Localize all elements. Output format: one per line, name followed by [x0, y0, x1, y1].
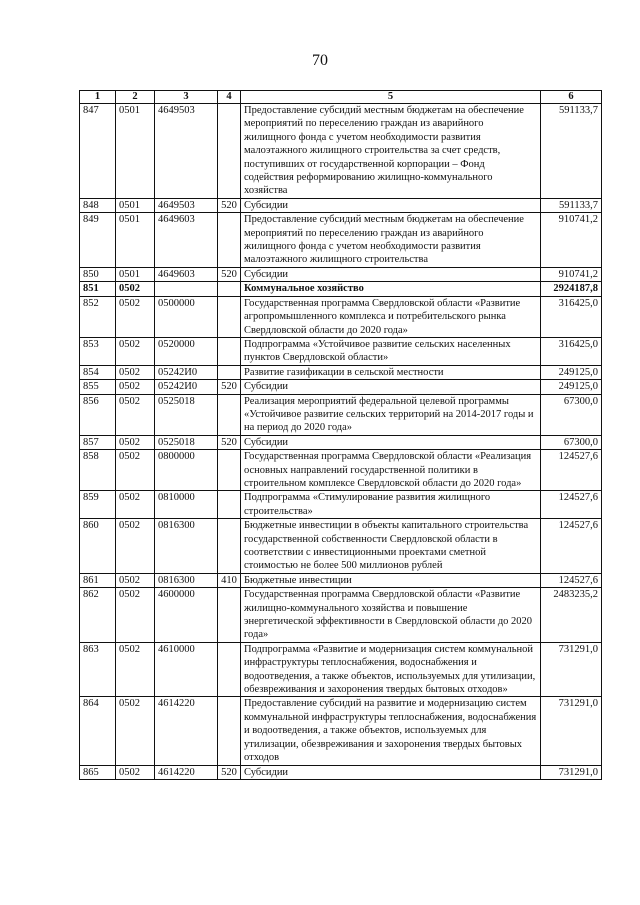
- item-name-cell: Субсидии: [241, 435, 541, 449]
- target-code-cell: 05242И0: [155, 365, 218, 379]
- section-code-cell: 0501: [116, 267, 155, 281]
- item-name-cell: Государственная программа Свердловской области «Реализация основных направлений государственной политики в строительном комплексе Свердловской области до 2020 года»: [241, 450, 541, 491]
- expense-type-cell: [218, 697, 241, 765]
- target-code-cell: 0816300: [155, 573, 218, 587]
- expense-type-cell: [218, 450, 241, 491]
- table-row: [80, 380, 602, 394]
- expense-type-cell: [218, 365, 241, 379]
- item-name-cell: Государственная программа Свердловской области «Развитие агропромышленного комплекса и потребительского рынка Свердловской области до 2020 года»: [241, 296, 541, 337]
- section-code-cell: 0502: [116, 765, 155, 779]
- table-body: [80, 104, 602, 780]
- target-code-cell: 0520000: [155, 337, 218, 365]
- section-code-cell: 0502: [116, 282, 155, 296]
- section-code-cell: 0502: [116, 697, 155, 765]
- item-name-cell: Субсидии: [241, 380, 541, 394]
- amount-cell: 2483235,2: [541, 588, 602, 643]
- expense-type-cell: 520: [218, 198, 241, 212]
- target-code-cell: 0500000: [155, 296, 218, 337]
- amount-cell: 124527,6: [541, 519, 602, 574]
- amount-cell: 591133,7: [541, 198, 602, 212]
- target-code-cell: 0810000: [155, 491, 218, 519]
- row-number-cell: 848: [80, 198, 116, 212]
- row-number-cell: 859: [80, 491, 116, 519]
- expense-type-cell: [218, 213, 241, 268]
- section-code-cell: 0502: [116, 380, 155, 394]
- amount-cell: 316425,0: [541, 296, 602, 337]
- target-code-cell: 0800000: [155, 450, 218, 491]
- table-row: [80, 337, 602, 365]
- table-row: [80, 104, 602, 199]
- row-number-cell: 851: [80, 282, 116, 296]
- table-row: [80, 365, 602, 379]
- target-code-cell: 4600000: [155, 588, 218, 643]
- target-code-cell: 0525018: [155, 435, 218, 449]
- amount-cell: 731291,0: [541, 697, 602, 765]
- target-code-cell: 4649503: [155, 198, 218, 212]
- item-name-cell: Предоставление субсидий местным бюджетам на обеспечение мероприятий по переселению граждан из аварийного жилищного фонда с учетом необходимости развития малоэтажного жилищного строительства: [241, 213, 541, 268]
- header-col-6: 6: [541, 91, 602, 104]
- amount-cell: 124527,6: [541, 491, 602, 519]
- expense-type-cell: 520: [218, 435, 241, 449]
- header-col-2: 2: [116, 91, 155, 104]
- table-row: [80, 213, 602, 268]
- table-row: [80, 394, 602, 435]
- item-name-cell: Субсидии: [241, 765, 541, 779]
- row-number-cell: 849: [80, 213, 116, 268]
- item-name-cell: Бюджетные инвестиции в объекты капитального строительства государственной собственности Свердловской области в соответствии с инвестиционными проектами сметной стоимостью не более 500 миллионов рублей: [241, 519, 541, 574]
- item-name-cell: Государственная программа Свердловской области «Развитие жилищно-коммунального хозяйства и повышение энергетической эффективности в Свердловской области до 2020 года»: [241, 588, 541, 643]
- header-col-5: 5: [241, 91, 541, 104]
- section-code-cell: 0502: [116, 519, 155, 574]
- amount-cell: 67300,0: [541, 394, 602, 435]
- expense-type-cell: [218, 588, 241, 643]
- target-code-cell: 0525018: [155, 394, 218, 435]
- amount-cell: 910741,2: [541, 213, 602, 268]
- target-code-cell: 05242И0: [155, 380, 218, 394]
- table-row: [80, 519, 602, 574]
- expense-type-cell: [218, 296, 241, 337]
- item-name-cell: Подпрограмма «Устойчивое развитие сельских населенных пунктов Свердловской области»: [241, 337, 541, 365]
- amount-cell: 591133,7: [541, 104, 602, 199]
- section-code-cell: 0502: [116, 642, 155, 697]
- row-number-cell: 861: [80, 573, 116, 587]
- section-code-cell: 0502: [116, 435, 155, 449]
- row-number-cell: 858: [80, 450, 116, 491]
- amount-cell: 124527,6: [541, 450, 602, 491]
- header-col-1: 1: [80, 91, 116, 104]
- row-number-cell: 864: [80, 697, 116, 765]
- expense-type-cell: 410: [218, 573, 241, 587]
- header-row: [80, 91, 602, 104]
- item-name-cell: Подпрограмма «Стимулирование развития жилищного строительства»: [241, 491, 541, 519]
- expense-type-cell: 520: [218, 267, 241, 281]
- row-number-cell: 850: [80, 267, 116, 281]
- target-code-cell: 4614220: [155, 697, 218, 765]
- expense-type-cell: 520: [218, 380, 241, 394]
- item-name-cell: Коммунальное хозяйство: [241, 282, 541, 296]
- section-code-cell: 0502: [116, 296, 155, 337]
- amount-cell: 910741,2: [541, 267, 602, 281]
- target-code-cell: 4649603: [155, 213, 218, 268]
- item-name-cell: Субсидии: [241, 198, 541, 212]
- target-code-cell: [155, 282, 218, 296]
- amount-cell: 67300,0: [541, 435, 602, 449]
- item-name-cell: Реализация мероприятий федеральной целевой программы «Устойчивое развитие сельских территорий на 2014-2017 годы и на период до 2020 года»: [241, 394, 541, 435]
- target-code-cell: 4649503: [155, 104, 218, 199]
- expense-type-cell: [218, 282, 241, 296]
- amount-cell: 249125,0: [541, 380, 602, 394]
- amount-cell: 249125,0: [541, 365, 602, 379]
- row-number-cell: 865: [80, 765, 116, 779]
- expense-type-cell: [218, 642, 241, 697]
- row-number-cell: 854: [80, 365, 116, 379]
- table-row: [80, 267, 602, 281]
- row-number-cell: 855: [80, 380, 116, 394]
- table-row: [80, 588, 602, 643]
- amount-cell: 316425,0: [541, 337, 602, 365]
- section-code-cell: 0502: [116, 491, 155, 519]
- item-name-cell: Бюджетные инвестиции: [241, 573, 541, 587]
- target-code-cell: 4649603: [155, 267, 218, 281]
- section-code-cell: 0501: [116, 213, 155, 268]
- table-row: [80, 697, 602, 765]
- section-code-cell: 0502: [116, 588, 155, 643]
- row-number-cell: 862: [80, 588, 116, 643]
- expense-type-cell: [218, 104, 241, 199]
- page-number: 70: [312, 52, 328, 69]
- row-number-cell: 860: [80, 519, 116, 574]
- target-code-cell: 4614220: [155, 765, 218, 779]
- expense-type-cell: [218, 519, 241, 574]
- section-code-cell: 0501: [116, 104, 155, 199]
- table-row: [80, 573, 602, 587]
- table-row: [80, 765, 602, 779]
- header-col-3: 3: [155, 91, 218, 104]
- table-row: [80, 282, 602, 296]
- row-number-cell: 863: [80, 642, 116, 697]
- table-row: [80, 642, 602, 697]
- row-number-cell: 856: [80, 394, 116, 435]
- section-code-cell: 0502: [116, 573, 155, 587]
- item-name-cell: Предоставление субсидий местным бюджетам на обеспечение мероприятий по переселению граждан из аварийного жилищного фонда с учетом необходимости развития малоэтажного жилищного строительства за счет средств, поступивших от государственной корпорации – Фонд содействия реформированию жилищно-коммунального хозяйства: [241, 104, 541, 199]
- section-code-cell: 0502: [116, 394, 155, 435]
- item-name-cell: Подпрограмма «Развитие и модернизация систем коммунальной инфраструктуры теплоснабжения, водоснабжения и водоотведения, а также объектов, используемых для утилизации, обезвреживания и захоронения твердых бытовых отходов»: [241, 642, 541, 697]
- expense-type-cell: [218, 394, 241, 435]
- row-number-cell: 853: [80, 337, 116, 365]
- expense-type-cell: 520: [218, 765, 241, 779]
- budget-table: [79, 90, 602, 780]
- expense-type-cell: [218, 491, 241, 519]
- target-code-cell: 4610000: [155, 642, 218, 697]
- table-row: [80, 296, 602, 337]
- item-name-cell: Субсидии: [241, 267, 541, 281]
- table-row: [80, 450, 602, 491]
- item-name-cell: Развитие газификации в сельской местности: [241, 365, 541, 379]
- amount-cell: 2924187,8: [541, 282, 602, 296]
- target-code-cell: 0816300: [155, 519, 218, 574]
- amount-cell: 731291,0: [541, 642, 602, 697]
- table-row: [80, 198, 602, 212]
- row-number-cell: 857: [80, 435, 116, 449]
- row-number-cell: 852: [80, 296, 116, 337]
- header-col-4: 4: [218, 91, 241, 104]
- amount-cell: 731291,0: [541, 765, 602, 779]
- section-code-cell: 0502: [116, 450, 155, 491]
- section-code-cell: 0501: [116, 198, 155, 212]
- row-number-cell: 847: [80, 104, 116, 199]
- table-row: [80, 491, 602, 519]
- section-code-cell: 0502: [116, 365, 155, 379]
- table-row: [80, 435, 602, 449]
- item-name-cell: Предоставление субсидий на развитие и модернизацию систем коммунальной инфраструктуры теплоснабжения, водоснабжения и водоотведения, а также объектов, используемых для утилизации, обезвреживания и захоронения твердых бытовых отходов: [241, 697, 541, 765]
- expense-type-cell: [218, 337, 241, 365]
- amount-cell: 124527,6: [541, 573, 602, 587]
- section-code-cell: 0502: [116, 337, 155, 365]
